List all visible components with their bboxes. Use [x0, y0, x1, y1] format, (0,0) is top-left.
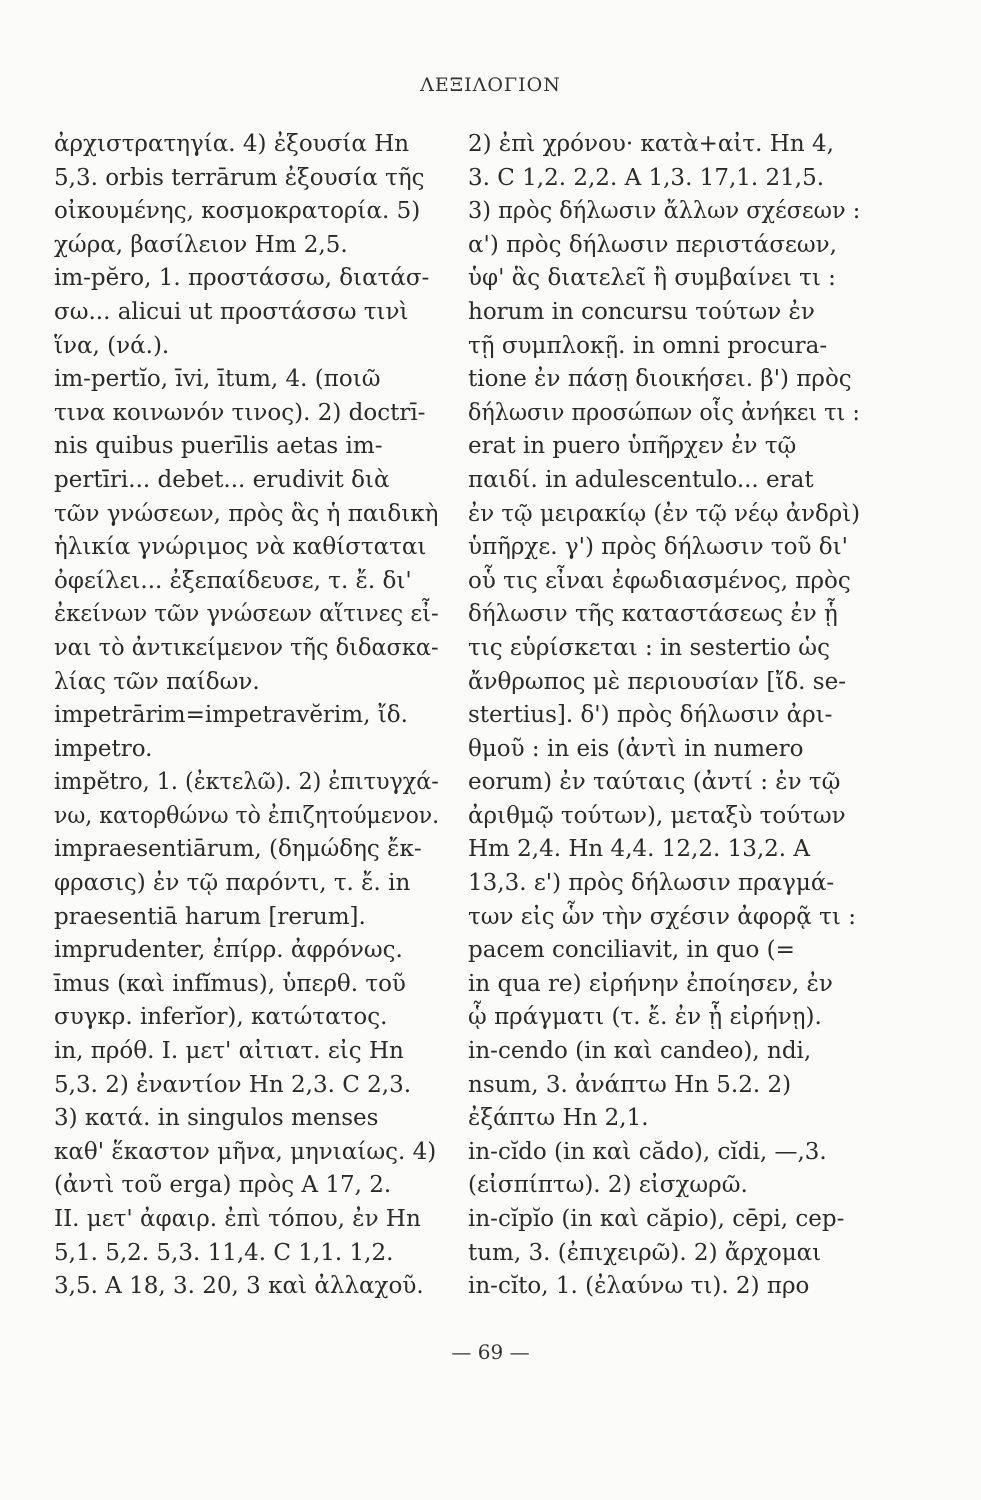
text-line: ὑφ' ἃς διατελεῖ ἢ συμβαίνει τι :	[468, 265, 836, 292]
text-line: συγκρ. inferĭor), κατώτατος.	[54, 1004, 388, 1031]
text-line: in qua re) εἰρήνην ἐποίησεν, ἐν	[468, 970, 833, 997]
text-line: im-pertĭo, īvi, ītum, 4. (ποιῶ	[54, 366, 381, 393]
text-line: χώρα, βασίλειον Hm 2,5.	[54, 231, 348, 258]
text-line: ὀφείλει... ἐξεπαίδευσε, τ. ἔ. δι'	[54, 567, 412, 594]
text-line: παιδί. in adulescentulo... erat	[468, 466, 814, 493]
text-line: impetrārim=impetravĕrim, ἴδ.	[54, 702, 408, 729]
text-line: 13,3. ε') πρὸς δήλωσιν πραγμά-	[468, 870, 835, 897]
text-line: nis quibus puerīlis aetas im-	[54, 433, 383, 460]
text-line: ὑπῆρχε. γ') πρὸς δήλωσιν τοῦ δι'	[468, 534, 848, 561]
text-line: praesentiā harum [rerum].	[54, 903, 366, 930]
text-line: των εἰς ὧν τὴν σχέσιν ἀφορᾷ τι :	[468, 903, 856, 930]
text-line: im-pĕro, 1. προστάσσω, διατάσ-	[54, 265, 430, 292]
text-line: impĕtro, 1. (ἐκτελῶ). 2) ἐπιτυγχά-	[54, 769, 439, 796]
text-line: 5,1. 5,2. 5,3. 11,4. C 1,1. 1,2.	[54, 1239, 394, 1266]
text-line: imprudenter, ἐπίρρ. ἀφρόνως.	[54, 937, 403, 964]
text-line: in-cĭpĭo (in καὶ căpio), cēpi, cep-	[468, 1206, 845, 1232]
text-line: οἰκουμένης, κοσμοκρατορία. 5)	[54, 198, 421, 225]
text-line: 3) κατά. in singulos menses	[54, 1105, 379, 1132]
page-number: — 69 —	[451, 1340, 530, 1364]
text-line: 5,3. 2) ἐναντίον Hn 2,3. C 2,3.	[54, 1071, 412, 1098]
text-line: nsum, 3. ἀνάπτω Hn 5.2. 2)	[468, 1071, 792, 1098]
text-line: stertius]. δ') πρὸς δήλωσιν ἀρι-	[468, 702, 833, 729]
text-line: (ἀντὶ τοῦ erga) πρὸς A 17, 2.	[54, 1172, 392, 1199]
text-line: δήλωσιν προσώπων οἷς ἀνήκει τι :	[468, 399, 860, 426]
text-line: pacem conciliavit, in quo (=	[468, 937, 795, 964]
text-line: erat in puero ὑπῆρχεν ἐν τῷ	[468, 433, 797, 460]
text-line: ναι τὸ ἀντικείμενον τῆς διδασκα-	[54, 634, 439, 661]
text-line: in, πρόθ. I. μετ' αἰτιατ. εἰς Hn	[54, 1038, 404, 1065]
right-column	[468, 128, 860, 1304]
text-line: ἀρχιστρατηγία. 4) ἐξουσία Hn	[54, 131, 410, 157]
text-line: δήλωσιν τῆς καταστάσεως ἐν ᾗ	[468, 601, 838, 628]
text-line: impetro.	[54, 735, 153, 762]
text-line: ᾧ πράγματι (τ. ἔ. ἐν ᾗ εἰρήνῃ).	[468, 1004, 822, 1031]
text-line: in-cĭdo (in καὶ cădo), cĭdi, —,3.	[468, 1138, 827, 1165]
text-line: καθ' ἕκαστον μῆνα, μηνιαίως. 4)	[54, 1138, 437, 1165]
text-line: Hm 2,4. Hn 4,4. 12,2. 13,2. A	[468, 836, 811, 863]
text-line: ἡλικία γνώριμος νὰ καθίσταται	[54, 534, 427, 561]
text-line: ἐν τῷ μειρακίῳ (ἐν τῷ νέῳ ἀνδρὶ)	[468, 500, 861, 527]
text-line: 3. C 1,2. 2,2. A 1,3. 17,1. 21,5.	[468, 164, 825, 191]
text-line: in-cĭto, 1. (ἐλαύνω τι). 2) προ	[468, 1273, 810, 1300]
text-line: tione ἐν πάσῃ διοικήσει. β') πρὸς	[468, 366, 852, 393]
text-line: 3) πρὸς δήλωσιν ἄλλων σχέσεων :	[468, 198, 861, 225]
text-line: 3,5. A 18, 3. 20, 3 καὶ ἀλλαχοῦ.	[54, 1273, 424, 1300]
text-line: λίας τῶν παίδων.	[54, 668, 260, 695]
text-line: ἵνα, (νά.).	[54, 332, 170, 359]
text-line: νω, κατορθώνω τὸ ἐπιζητούμενον.	[54, 802, 440, 829]
text-line: φρασις) ἐν τῷ παρόντι, τ. ἔ. in	[54, 870, 411, 897]
text-line: ἄνθρωπος μὲ περιουσίαν [ἴδ. se-	[468, 668, 846, 695]
text-line: in-cendo (in καὶ candeo), ndi,	[468, 1038, 812, 1065]
left-column	[54, 128, 439, 1304]
text-line: pertīri... debet... erudivit διὰ	[54, 466, 390, 493]
text-line: horum in concursu τούτων ἐν	[468, 298, 815, 325]
text-line: impraesentiārum, (δημώδης ἔκ-	[54, 836, 422, 863]
text-line: tum, 3. (ἐπιχειρῶ). 2) ἄρχομαι	[468, 1239, 822, 1266]
text-line: τῶν γνώσεων, πρὸς ἃς ἡ παιδικὴ	[54, 500, 439, 527]
text-line: īmus (καὶ infĭmus), ὑπερθ. τοῦ	[54, 970, 406, 997]
text-line: eorum) ἐν ταύταις (ἀντί : ἐν τῷ	[468, 769, 841, 796]
text-line: II. μετ' ἀφαιρ. ἐπὶ τόπου, ἐν Hn	[54, 1206, 421, 1232]
text-line: τις εὑρίσκεται : in sestertio ὡς	[468, 634, 830, 661]
text-line: (εἰσπίπτω). 2) εἰσχωρῶ.	[468, 1172, 748, 1199]
text-line: τινα κοινωνόν τινος). 2) doctrī-	[54, 399, 426, 426]
text-line: α') πρὸς δήλωσιν περιστάσεων,	[468, 231, 837, 258]
running-header: ΛΕΞΙΛΟΓΙΟΝ	[420, 74, 561, 96]
text-line: τῇ συμπλοκῇ. in omni procura-	[468, 332, 828, 359]
text-line: ἐκείνων τῶν γνώσεων αἵτινες εἶ-	[54, 601, 439, 628]
text-line: θμοῦ : in eis (ἀντὶ in numero	[468, 735, 804, 762]
text-line: 5,3. orbis terrārum ἐξουσία τῆς	[54, 164, 425, 191]
text-line: ἀριθμῷ τούτων), μεταξὺ τούτων	[468, 802, 846, 829]
text-line: 2) ἐπὶ χρόνου· κατὰ+αἰτ. Hn 4,	[468, 131, 834, 157]
text-line: οὗ τις εἶναι ἐφωδιασμένος, πρὸς	[468, 567, 851, 594]
text-line: ἐξάπτω Hn 2,1.	[468, 1105, 649, 1132]
text-line: σω... alicui ut προστάσσω τινὶ	[54, 298, 409, 325]
